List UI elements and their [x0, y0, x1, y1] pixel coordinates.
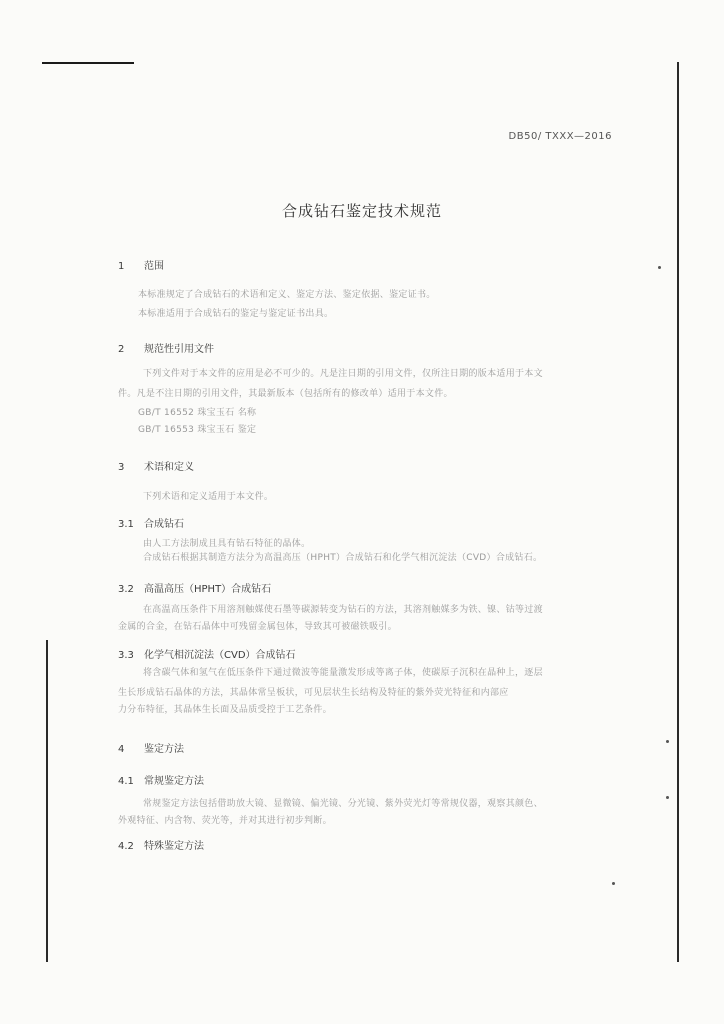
paragraph-line: 本标准适用于合成钻石的鉴定与鉴定证书出具。 — [138, 309, 334, 319]
scan-speck — [658, 266, 661, 269]
section-heading-2 — [118, 340, 214, 355]
section-number: 4 — [118, 744, 125, 755]
section-number: 4.1 — [118, 776, 134, 787]
paragraph-line: 生长形成钻石晶体的方法，其晶体常呈板状，可见层状生长结构及特征的紫外荧光特征和内部应 — [118, 688, 509, 698]
document-code: DB50/ TXXX—2016 — [508, 131, 612, 142]
page-title: 合成钻石鉴定技术规范 — [281, 202, 442, 220]
section-heading-3-2 — [118, 580, 271, 595]
section-title: 规范性引用文件 — [144, 344, 214, 355]
section-title: 高温高压（HPHT）合成钻石 — [144, 584, 272, 595]
paragraph-line: 由人工方法制成且具有钻石特征的晶体。 — [143, 539, 311, 549]
section-heading-4-2 — [118, 837, 204, 852]
section-heading-3-1 — [118, 515, 184, 530]
paragraph-line: 合成钻石根据其制造方法分为高温高压（HPHT）合成钻石和化学气相沉淀法（CVD）合成钻石。 — [143, 553, 543, 563]
section-heading-4 — [118, 740, 184, 755]
section-title: 范围 — [144, 261, 164, 272]
section-heading-1 — [118, 257, 164, 272]
scan-speck — [612, 882, 615, 885]
paragraph-line: 在高温高压条件下用溶剂触媒使石墨等碳源转变为钻石的方法，其溶剂触媒多为铁、镍、钴等过渡 — [143, 605, 543, 615]
paragraph-line: 外观特征、内含物、荧光等，并对其进行初步判断。 — [118, 816, 332, 826]
section-number: 3.2 — [118, 584, 134, 595]
paragraph-line: 本标准规定了合成钻石的术语和定义、鉴定方法、鉴定依据、鉴定证书。 — [138, 290, 436, 300]
section-heading-4-1 — [118, 772, 204, 787]
section-title: 术语和定义 — [144, 462, 194, 473]
right-margin-line — [677, 62, 679, 962]
paragraph-line: GB/T 16553 珠宝玉石 鉴定 — [138, 425, 257, 435]
scan-speck — [666, 740, 669, 743]
section-title: 鉴定方法 — [144, 744, 184, 755]
paragraph-line: 件。凡是不注日期的引用文件，其最新版本（包括所有的修改单）适用于本文件。 — [118, 389, 453, 399]
section-number: 3.1 — [118, 519, 134, 530]
section-heading-3-3 — [118, 646, 296, 661]
section-heading-3 — [118, 458, 194, 473]
paragraph-line: 下列术语和定义适用于本文件。 — [143, 492, 274, 502]
top-rule-line — [42, 62, 134, 64]
scan-speck — [666, 796, 669, 799]
section-title: 合成钻石 — [144, 519, 184, 530]
section-title: 特殊鉴定方法 — [144, 841, 204, 852]
section-title: 常规鉴定方法 — [144, 776, 204, 787]
paragraph-line: 下列文件对于本文件的应用是必不可少的。凡是注日期的引用文件，仅所注日期的版本适用于本文 — [143, 369, 543, 379]
paragraph-line: GB/T 16552 珠宝玉石 名称 — [138, 408, 257, 418]
paragraph-line: 力分布特征，其晶体生长面及品质受控于工艺条件。 — [118, 705, 332, 715]
section-number: 3 — [118, 462, 125, 473]
section-title: 化学气相沉淀法（CVD）合成钻石 — [144, 650, 296, 661]
paragraph-line: 金属的合金，在钻石晶体中可残留金属包体，导致其可被磁铁吸引。 — [118, 622, 398, 632]
section-number: 3.3 — [118, 650, 134, 661]
section-number: 1 — [118, 261, 125, 272]
paragraph-line: 将含碳气体和氢气在低压条件下通过微波等能量激发形成等离子体，使碳原子沉积在晶种上，逐层 — [143, 668, 543, 678]
section-number: 2 — [118, 344, 125, 355]
section-number: 4.2 — [118, 841, 134, 852]
paragraph-line: 常规鉴定方法包括借助放大镜、显微镜、偏光镜、分光镜、紫外荧光灯等常规仪器，观察其颜色、 — [143, 799, 543, 809]
left-margin-line — [46, 640, 48, 962]
